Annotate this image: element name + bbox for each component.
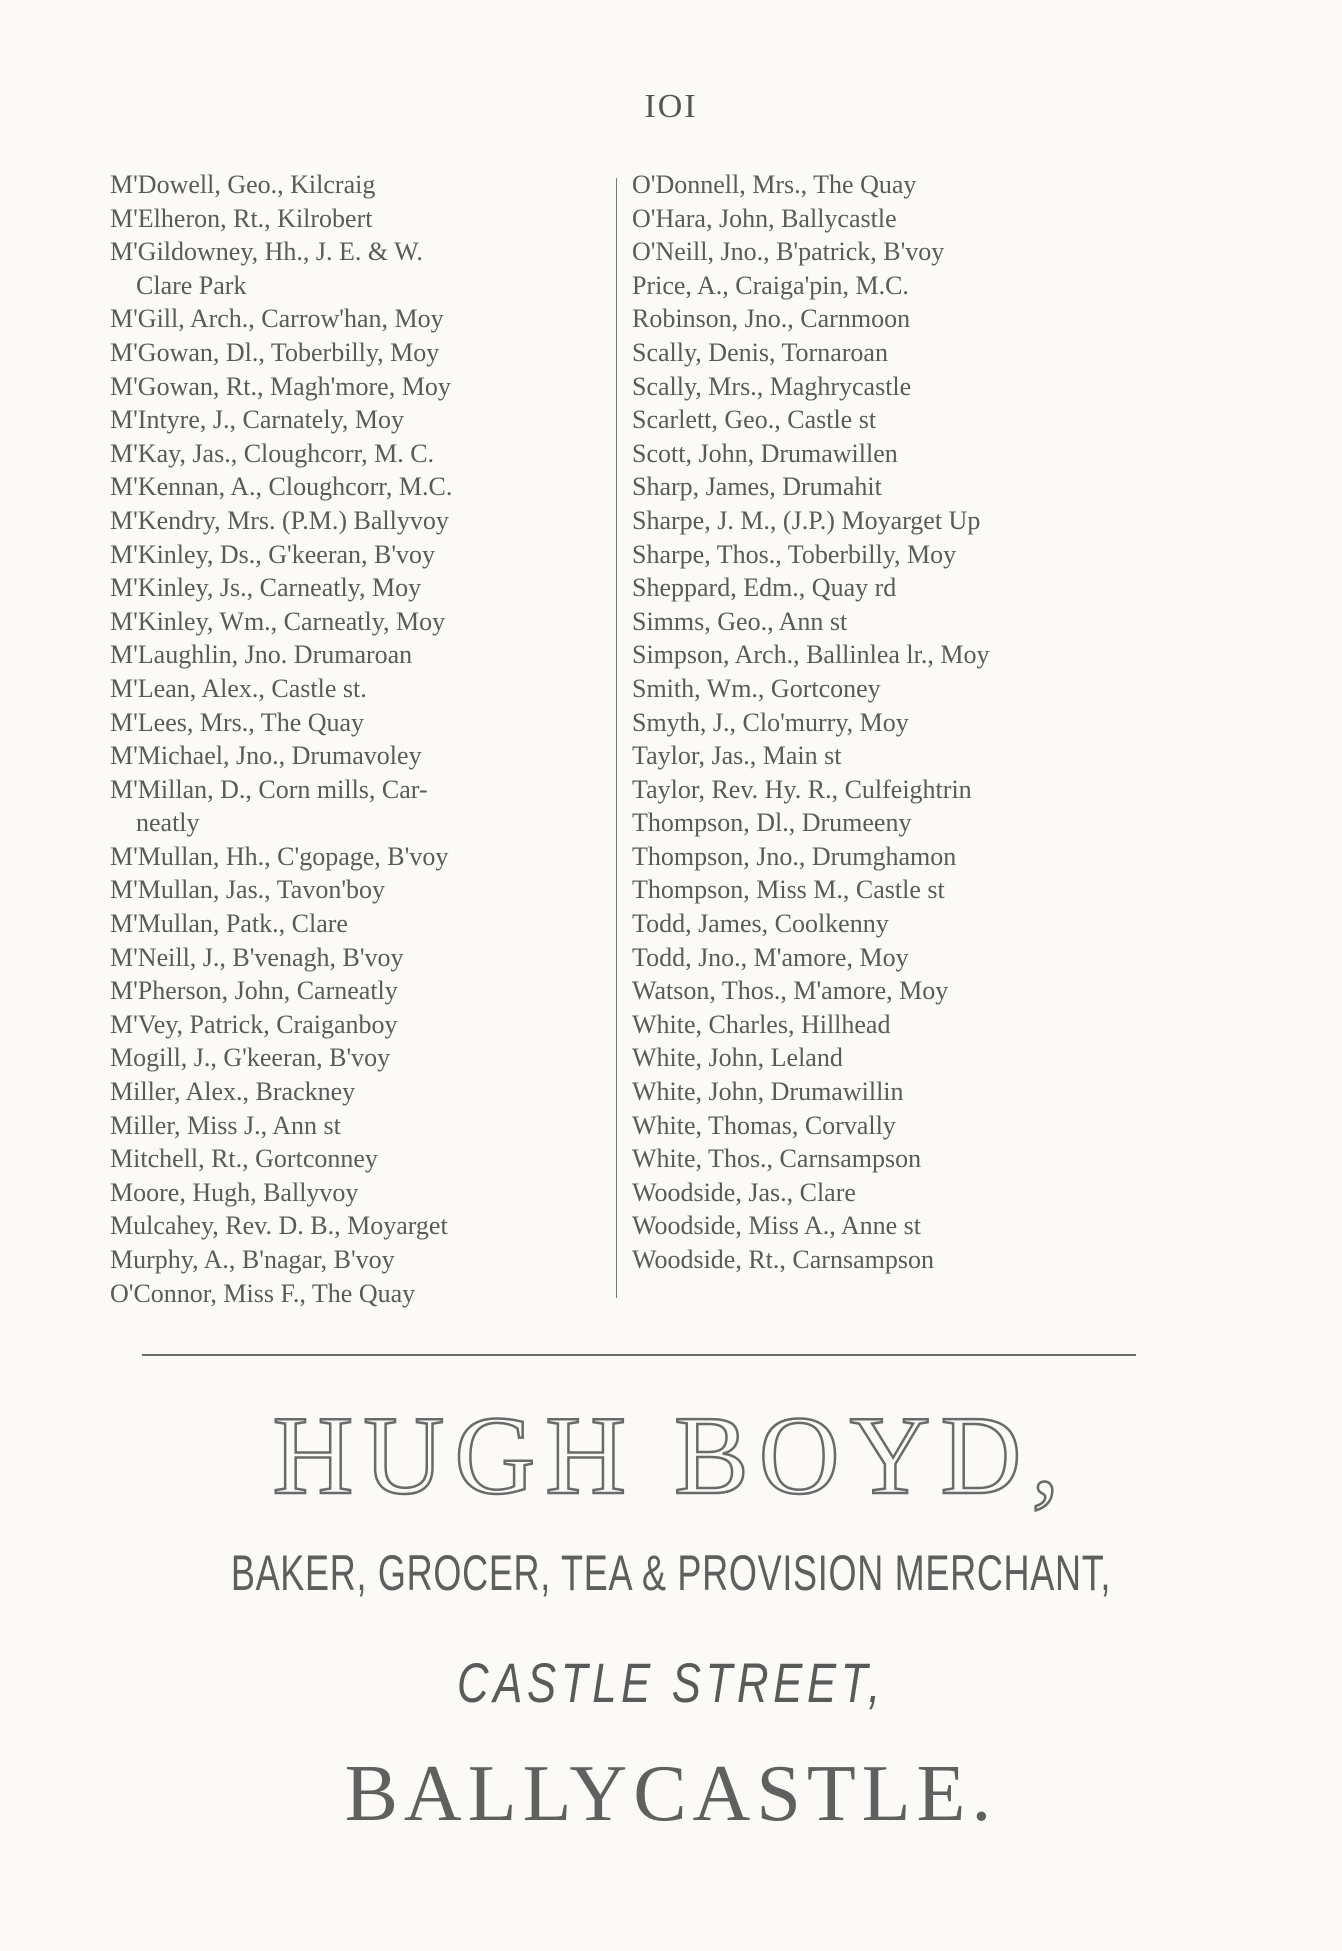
directory-entry-text: M'Kinley, Js., Carneatly, Moy xyxy=(110,573,422,603)
directory-entry-text: Mogill, J., G'keeran, B'voy xyxy=(110,1043,391,1073)
directory-entry xyxy=(632,806,1252,840)
directory-entry xyxy=(110,470,610,504)
directory-entry-text: Mitchell, Rt., Gortconney xyxy=(110,1144,378,1174)
directory-column-right xyxy=(632,168,1252,1277)
directory-entry xyxy=(632,773,1252,807)
directory-entry-text: M'Lean, Alex., Castle st. xyxy=(110,673,367,703)
directory-entry xyxy=(110,773,610,840)
directory-entry xyxy=(632,1142,1252,1176)
directory-entry-text: M'Kennan, A., Cloughcorr, M.C. xyxy=(110,472,453,502)
directory-entry xyxy=(632,1008,1252,1042)
directory-entry-text: M'Neill, J., B'venagh, B'voy xyxy=(110,942,404,972)
directory-entry-text: Scally, Mrs., Maghrycastle xyxy=(632,371,912,401)
directory-entry xyxy=(632,336,1252,370)
directory-entry-text: M'Michael, Jno., Drumavoley xyxy=(110,741,422,771)
directory-entry xyxy=(632,470,1252,504)
directory-entry xyxy=(110,974,610,1008)
directory-entry xyxy=(110,1277,610,1311)
directory-entry xyxy=(632,235,1252,269)
directory-entry-text: Price, A., Craiga'pin, M.C. xyxy=(632,270,909,300)
directory-entry-text: Scott, John, Drumawillen xyxy=(632,438,898,468)
directory-entry-text: Sharp, James, Drumahit xyxy=(632,472,882,502)
directory-entry-text: White, John, Leland xyxy=(632,1043,843,1073)
directory-entry-text: White, Thomas, Corvally xyxy=(632,1110,896,1140)
directory-entry-text: M'Mullan, Hh., C'gopage, B'voy xyxy=(110,841,449,871)
directory-entry-text: Todd, Jno., M'amore, Moy xyxy=(632,942,909,972)
directory-entry xyxy=(110,437,610,471)
directory-entry-text: Scarlett, Geo., Castle st xyxy=(632,405,877,435)
directory-entry xyxy=(632,1176,1252,1210)
directory-entry-text: Smyth, J., Clo'murry, Moy xyxy=(632,707,909,737)
advert-trade: BAKER, GROCER, TEA & PROVISION MERCHANT, xyxy=(230,1545,1112,1601)
directory-entry xyxy=(632,1075,1252,1109)
directory-entry-text: M'Gowan, Rt., Magh'more, Moy xyxy=(110,371,451,401)
directory-entry-text: Smith, Wm., Gortconey xyxy=(632,673,881,703)
directory-entry-text: M'Kinley, Wm., Carneatly, Moy xyxy=(110,606,446,636)
directory-entry-text: M'Elheron, Rt., Kilrobert xyxy=(110,203,373,233)
directory-entry-text: Mulcahey, Rev. D. B., Moyarget xyxy=(110,1211,448,1241)
directory-entry xyxy=(110,941,610,975)
directory-entry xyxy=(632,1109,1252,1143)
directory-entry xyxy=(632,1243,1252,1277)
directory-entry-text: O'Donnell, Mrs., The Quay xyxy=(632,170,917,199)
directory-entry xyxy=(110,840,610,874)
directory-entry-text: M'Mullan, Jas., Tavon'boy xyxy=(110,875,386,905)
directory-entry-text: White, Charles, Hillhead xyxy=(632,1009,891,1039)
directory-entry-text: M'Laughlin, Jno. Drumaroan xyxy=(110,640,413,670)
directory-entry xyxy=(110,538,610,572)
directory-entry xyxy=(110,302,610,336)
directory-entry-text: Taylor, Jas., Main st xyxy=(632,741,842,771)
directory-entry-text: O'Connor, Miss F., The Quay xyxy=(110,1278,416,1308)
directory-entry xyxy=(110,605,610,639)
directory-entry-text: Scally, Denis, Tornaroan xyxy=(632,337,888,367)
directory-entry xyxy=(632,538,1252,572)
directory-entry xyxy=(632,437,1252,471)
directory-entry xyxy=(632,840,1252,874)
directory-entry xyxy=(110,1243,610,1277)
directory-entry xyxy=(632,974,1252,1008)
directory-entry xyxy=(632,941,1252,975)
directory-entry-text: White, John, Drumawillin xyxy=(632,1077,904,1107)
directory-entry xyxy=(110,336,610,370)
directory-entry-text: M'Vey, Patrick, Craiganboy xyxy=(110,1009,398,1039)
directory-entry xyxy=(110,1176,610,1210)
directory-entry-text: M'Kay, Jas., Cloughcorr, M. C. xyxy=(110,438,435,468)
directory-entry-text: Sharpe, Thos., Toberbilly, Moy xyxy=(632,539,957,569)
directory-entry xyxy=(632,672,1252,706)
directory-entry xyxy=(110,235,610,302)
directory-entry xyxy=(110,638,610,672)
directory-entry xyxy=(110,907,610,941)
directory-entry-text: M'Kinley, Ds., G'keeran, B'voy xyxy=(110,539,436,569)
directory-entry-text: M'Pherson, John, Carneatly xyxy=(110,976,398,1006)
directory-entry-text: O'Hara, John, Ballycastle xyxy=(632,203,897,233)
directory-entry xyxy=(110,1008,610,1042)
directory-entry-text: Thompson, Jno., Drumghamon xyxy=(632,841,957,871)
directory-entry-text: Taylor, Rev. Hy. R., Culfeightrin xyxy=(632,774,972,804)
page-number: IOI xyxy=(644,88,698,125)
directory-entry xyxy=(110,1075,610,1109)
directory-entry-text: M'Mullan, Patk., Clare xyxy=(110,909,348,939)
directory-entry xyxy=(632,907,1252,941)
directory-column-left xyxy=(110,168,610,1310)
directory-entry-text: Thompson, Miss M., Castle st xyxy=(632,875,945,905)
directory-entry xyxy=(632,739,1252,773)
directory-entry xyxy=(632,1041,1252,1075)
directory-entry xyxy=(632,638,1252,672)
directory-entry xyxy=(632,269,1252,303)
directory-entry-text: M'Gildowney, Hh., J. E. & W. xyxy=(110,237,423,267)
directory-entry-text: M'Dowell, Geo., Kilcraig xyxy=(110,170,376,199)
directory-entry-text: Murphy, A., B'nagar, B'voy xyxy=(110,1245,395,1274)
directory-entry xyxy=(632,302,1252,336)
directory-entry-text: Sharpe, J. M., (J.P.) Moyarget Up xyxy=(632,505,981,535)
directory-entry-text: M'Gowan, Dl., Toberbilly, Moy xyxy=(110,337,440,367)
directory-entry-text: Watson, Thos., M'amore, Moy xyxy=(632,976,949,1006)
directory-entry-text: Moore, Hugh, Ballyvoy xyxy=(110,1177,359,1207)
directory-entry-text: White, Thos., Carnsampson xyxy=(632,1144,922,1174)
directory-entry-text: M'Lees, Mrs., The Quay xyxy=(110,707,365,737)
directory-entry xyxy=(632,370,1252,404)
directory-entry-text: M'Kendry, Mrs. (P.M.) Ballyvoy xyxy=(110,505,449,535)
directory-entry xyxy=(110,202,610,236)
directory-entry-text: M'Millan, D., Corn mills, Car- xyxy=(110,774,428,804)
advert-name: HUGH BOYD, xyxy=(272,1394,1070,1518)
directory-entry xyxy=(632,873,1252,907)
directory-entry xyxy=(110,1109,610,1143)
directory-entry xyxy=(110,168,610,202)
directory-entry-text: Thompson, Dl., Drumeeny xyxy=(632,808,912,838)
directory-entry xyxy=(110,504,610,538)
directory-entry-continuation: Clare Park xyxy=(136,270,247,300)
directory-entry xyxy=(632,168,1252,202)
directory-entry xyxy=(110,873,610,907)
directory-entry-text: M'Gill, Arch., Carrow'han, Moy xyxy=(110,304,444,334)
directory-entry-text: M'Intyre, J., Carnately, Moy xyxy=(110,405,404,435)
directory-entry-text: Woodside, Miss A., Anne st xyxy=(632,1211,921,1241)
directory-entry xyxy=(110,403,610,437)
directory-entry-text: Miller, Alex., Brackney xyxy=(110,1077,356,1107)
directory-entry xyxy=(110,571,610,605)
directory-entry xyxy=(632,1209,1252,1243)
directory-entry xyxy=(110,370,610,404)
directory-entry xyxy=(110,672,610,706)
directory-entry xyxy=(110,1209,610,1243)
directory-entry xyxy=(110,739,610,773)
directory-entry xyxy=(632,403,1252,437)
directory-entry-continuation: neatly xyxy=(136,808,200,838)
directory-entry xyxy=(110,706,610,740)
advert-town: BALLYCASTLE. xyxy=(344,1750,998,1838)
directory-entry-text: Todd, James, Coolkenny xyxy=(632,909,889,939)
directory-entry xyxy=(632,706,1252,740)
directory-entry xyxy=(110,1142,610,1176)
directory-entry-text: Simpson, Arch., Ballinlea lr., Moy xyxy=(632,640,990,670)
column-divider xyxy=(616,178,617,1298)
advert-street: CASTLE STREET, xyxy=(456,1651,886,1714)
horizontal-rule xyxy=(142,1354,1136,1356)
directory-entry-text: Robinson, Jno., Carnmoon xyxy=(632,304,911,334)
directory-entry xyxy=(632,571,1252,605)
directory-entry xyxy=(632,504,1252,538)
directory-entry xyxy=(632,605,1252,639)
directory-entry-text: Miller, Miss J., Ann st xyxy=(110,1110,341,1140)
directory-entry-text: Woodside, Rt., Carnsampson xyxy=(632,1245,934,1274)
directory-entry-text: Woodside, Jas., Clare xyxy=(632,1177,856,1207)
directory-entry-text: O'Neill, Jno., B'patrick, B'voy xyxy=(632,237,945,267)
directory-entry xyxy=(110,1041,610,1075)
directory-entry-text: Simms, Geo., Ann st xyxy=(632,606,848,636)
directory-entry-text: Sheppard, Edm., Quay rd xyxy=(632,573,897,603)
directory-entry xyxy=(632,202,1252,236)
